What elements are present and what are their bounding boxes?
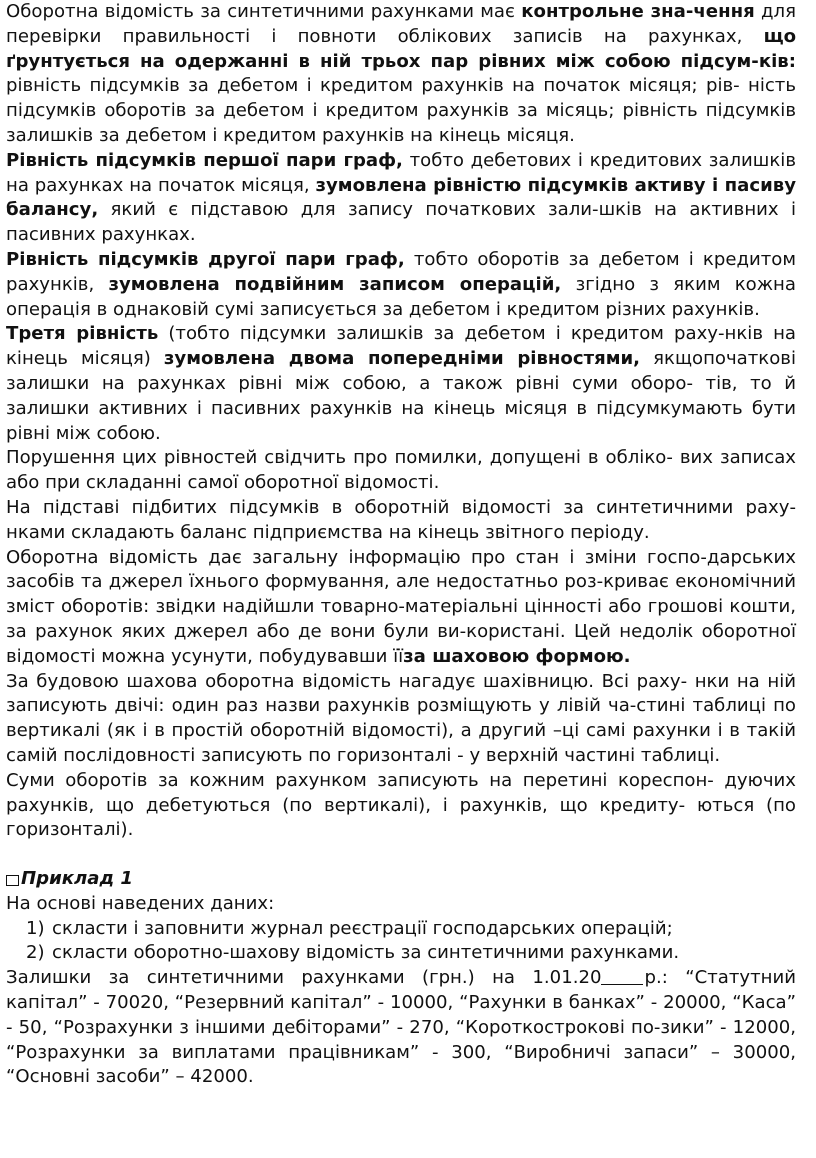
- paragraph-chess-structure: За будовою шахова оборотна відомість нагадує шахівницю. Всі раху- нки на ній записують двічі: один раз назви рахунків розміщують у лівій ча-стині таблиці по вертикалі (як і в простій оборотній відомості), а другий –ці самі рахунки і в такій самій послідовності записують по горизонталі - у верхній частині таблиці.: [6, 670, 796, 766]
- bold-phrase: Третя рівність: [6, 323, 159, 345]
- paragraph-first-pair: Рівність підсумків першої пари граф, тобто дебетових і кредитових залишків на рахунках на початок місяця, зумовлена рівністю підсумків активу і пасиву балансу, який є підставою для запису початкових зали-шків на активних і пасивних рахунках.: [6, 149, 796, 246]
- bold-phrase: зумовлена двома попередніми рівностями,: [163, 348, 641, 370]
- year-blank: [601, 966, 643, 985]
- paragraph-initial-balances: Залишки за синтетичними рахунками (грн.) на 1.01.20 р.: “Статутний капітал” - 70020, “Резервний капітал” - 10000, “Рахунки в банках” - 20000, “Каса” - 50, “Розрахунки з іншими дебіторами” - 270, “Короткострокові по-зики” - 12000, “Розрахунки за виплатами працівникам” - 300, “Виробничі запаси” – 30000, “Основні засоби” – 42000.: [6, 967, 796, 1088]
- bold-phrase: Рівність підсумків другої пари граф,: [6, 248, 405, 270]
- bold-phrase: зумовлена подвійним записом операцій,: [108, 273, 562, 295]
- paragraph-second-pair: Рівність підсумків другої пари граф, тобто оборотів за дебетом і кредитом рахунків, зумовлена подвійним записом операцій, згідно з яким кожна операція в однаковій сумі записується за дебетом і кредитом різних рахунків.: [6, 248, 796, 320]
- paragraph-control-value: Оборотна відомість за синтетичними рахунками має контрольне зна-чення для перевірки правильності і повноти облікових записів на рахунках, що ґрунтується на одержанні в ній трьох пар рівних між собою підсум-ків: рівність підсумків за дебетом і кредитом рахунків на початок місяця; рів- ність підсумків оборотів за дебетом і кредитом рахунків за місяць; рівність підсумків залишків за дебетом і кредитом рахунків на кінець місяця.: [6, 1, 796, 146]
- example-intro: На основі наведених даних:: [6, 892, 275, 914]
- bold-phrase: зумовлена рівністю підсумків активу і пасиву балансу,: [6, 174, 796, 221]
- list-item: 2) скласти оборотно-шахову відомість за синтетичними рахунками.: [26, 942, 680, 964]
- paragraph-sums: Суми оборотів за кожним рахунком записують на перетині кореспон- дуючих рахунків, що дебетуються (по вертикалі), і рахунків, що кредиту- ються (по горизонталі).: [6, 769, 796, 841]
- example-title: Приклад 1: [21, 868, 134, 890]
- bold-phrase: за шаховою формою.: [403, 645, 631, 667]
- bold-phrase: що ґрунтується на одержанні в ній трьох пар рівних між собою підсум-ків:: [6, 25, 796, 72]
- paragraph-balance: На підставі підбитих підсумків в оборотній відомості за синтетичними раху-нками складають баланс підприємства на кінець звітного періоду.: [6, 496, 796, 543]
- example-heading: [6, 867, 796, 892]
- task-list: [6, 917, 796, 967]
- bold-phrase: контрольне зна-чення: [521, 1, 755, 22]
- paragraph-turnover-info: Оборотна відомість дає загальну інформацію про стан і зміни госпо-дарських засобів та джерел їхнього формування, але недостатньо роз-криває економічний зміст оборотів: звідки надійшли товарно-матеріальні цінності або грошові кошти, за рахунок яких джерел або де вони були ви-користані. Цей недолік оборотної відомості можна усунути, побудувавши їїза шаховою формою.: [6, 546, 796, 667]
- bold-phrase: Рівність підсумків першої пари граф,: [6, 149, 403, 171]
- checkbox-icon: [6, 875, 19, 886]
- paragraph-third-equality: Третя рівність (тобто підсумки залишків за дебетом і кредитом раху-нків на кінець місяця) зумовлена двома попередніми рівностями, якщопочаткові залишки на рахунках рівні між собою, а також рівні суми оборо- тів, то й залишки активних і пасивних рахунків на кінець місяця в підсумкумають бути рівні між собою.: [6, 323, 796, 444]
- paragraph-violation: Порушення цих рівностей свідчить про помилки, допущені в обліко- вих записах або при складанні самої оборотної відомості.: [6, 447, 796, 494]
- list-item: 1) скласти і заповнити журнал реєстрації господарських операцій;: [26, 917, 673, 939]
